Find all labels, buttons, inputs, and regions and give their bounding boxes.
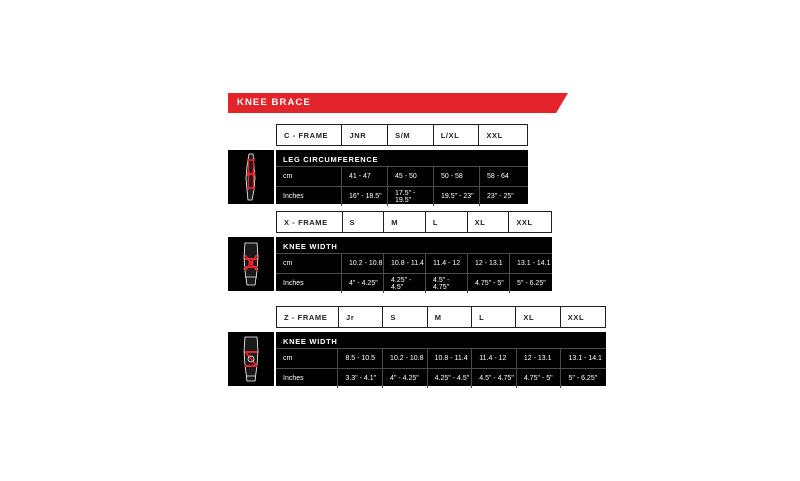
c-frame-cm-jnr: 41 - 47 <box>342 166 388 186</box>
z-frame-cm-xxl: 13.1 - 14.1 <box>561 348 606 368</box>
z-frame-size-jr: Jr <box>339 307 383 327</box>
c-frame-measure-block <box>276 150 528 204</box>
c-frame-in-xxl: 23" - 25" <box>480 186 528 206</box>
z-frame-size-l: L <box>472 307 516 327</box>
z-frame-cm-xl: 12 - 13.1 <box>517 348 562 368</box>
x-frame-size-m: M <box>384 212 426 232</box>
x-frame-size-xxl: XXL <box>516 217 533 227</box>
x-frame-row-inches <box>276 273 552 293</box>
z-frame-size-xxl: XXL <box>567 312 585 322</box>
x-frame-in-xxl: 5" - 6.25" <box>510 273 552 293</box>
z-frame-measure-title: KNEE WIDTH <box>283 337 338 346</box>
x-frame-size-xl: XL <box>468 212 510 232</box>
x-frame-in-s: 4" - 4.25" <box>342 273 384 293</box>
z-frame-size-header <box>276 306 606 328</box>
c-frame-label: C - FRAME <box>277 125 342 145</box>
c-frame-in-jnr: 16" - 18.5" <box>342 186 388 206</box>
z-frame-cm-m: 10.8 - 11.4 <box>428 348 473 368</box>
x-frame-measure-block <box>276 237 552 291</box>
c-frame-measure-title: LEG CIRCUMFERENCE <box>283 155 379 164</box>
c-frame-size-lxl: L/XL <box>434 125 480 145</box>
z-frame-measure-block <box>276 332 606 386</box>
x-frame-label: X - FRAME <box>277 212 343 232</box>
z-frame-row-inches-unit: Inches <box>276 368 338 388</box>
c-frame-cm-xxl: 58 - 64 <box>480 166 528 186</box>
x-frame-size-s: S <box>343 212 385 232</box>
x-frame-in-xl: 4.75" - 5" <box>468 273 510 293</box>
x-frame-cm-xl: 12 - 13.1 <box>468 253 510 273</box>
x-frame-row-cm-unit: cm <box>276 253 342 273</box>
z-frame-in-jr: 3.3" - 4.1" <box>338 368 383 388</box>
z-frame-row-cm <box>276 348 606 368</box>
z-frame-row-inches <box>276 368 606 388</box>
c-frame-row-cm <box>276 166 528 186</box>
z-frame-in-l: 4.5" - 4.75" <box>472 368 517 388</box>
knee-brace-z-icon <box>228 332 274 386</box>
z-frame-in-s: 4" - 4.25" <box>383 368 428 388</box>
c-frame-size-xxl: XXL <box>486 130 503 140</box>
c-frame-in-lxl: 19.5" - 23" <box>434 186 480 206</box>
x-frame-cm-m: 10.8 - 11.4 <box>384 253 426 273</box>
x-frame-measure-title: KNEE WIDTH <box>283 242 338 251</box>
z-frame-illustration <box>228 332 274 386</box>
c-frame-row-inches-unit: Inches <box>276 186 342 206</box>
c-frame-row-cm-unit: cm <box>276 166 342 186</box>
knee-brace-x-icon <box>228 237 274 291</box>
z-frame-size-m: M <box>428 307 472 327</box>
leg-brace-icon <box>228 150 274 204</box>
x-frame-in-l: 4.5" - 4.75" <box>426 273 468 293</box>
c-frame-row-inches <box>276 186 528 206</box>
z-frame-in-xxl: 5" - 6.25" <box>561 368 606 388</box>
z-frame-label: Z - FRAME <box>277 307 339 327</box>
z-frame-cm-s: 10.2 - 10.8 <box>383 348 428 368</box>
z-frame-size-s: S <box>383 307 427 327</box>
x-frame-row-inches-unit: Inches <box>276 273 342 293</box>
z-frame-cm-jr: 8.5 - 10.5 <box>338 348 383 368</box>
c-frame-illustration <box>228 150 274 204</box>
c-frame-size-header <box>276 124 528 146</box>
x-frame-cm-l: 11.4 - 12 <box>426 253 468 273</box>
x-frame-illustration <box>228 237 274 291</box>
x-frame-size-header <box>276 211 552 233</box>
c-frame-size-sm: S/M <box>388 125 434 145</box>
x-frame-row-cm <box>276 253 552 273</box>
x-frame-in-m: 4.25" - 4.5" <box>384 273 426 293</box>
c-frame-in-sm: 17.5" - 19.5" <box>388 186 434 206</box>
z-frame-in-xl: 4.75" - 5" <box>517 368 562 388</box>
z-frame-row-cm-unit: cm <box>276 348 338 368</box>
c-frame-cm-sm: 45 - 50 <box>388 166 434 186</box>
x-frame-size-l: L <box>426 212 468 232</box>
page-title: KNEE BRACE <box>237 97 311 108</box>
page-title-banner <box>228 93 568 113</box>
x-frame-cm-xxl: 13.1 - 14.1 <box>510 253 552 273</box>
z-frame-in-m: 4.25" - 4.5" <box>428 368 473 388</box>
c-frame-cm-lxl: 50 - 58 <box>434 166 480 186</box>
z-frame-size-xl: XL <box>516 307 560 327</box>
c-frame-size-jnr: JNR <box>342 125 388 145</box>
x-frame-cm-s: 10.2 - 10.8 <box>342 253 384 273</box>
z-frame-cm-l: 11.4 - 12 <box>472 348 517 368</box>
